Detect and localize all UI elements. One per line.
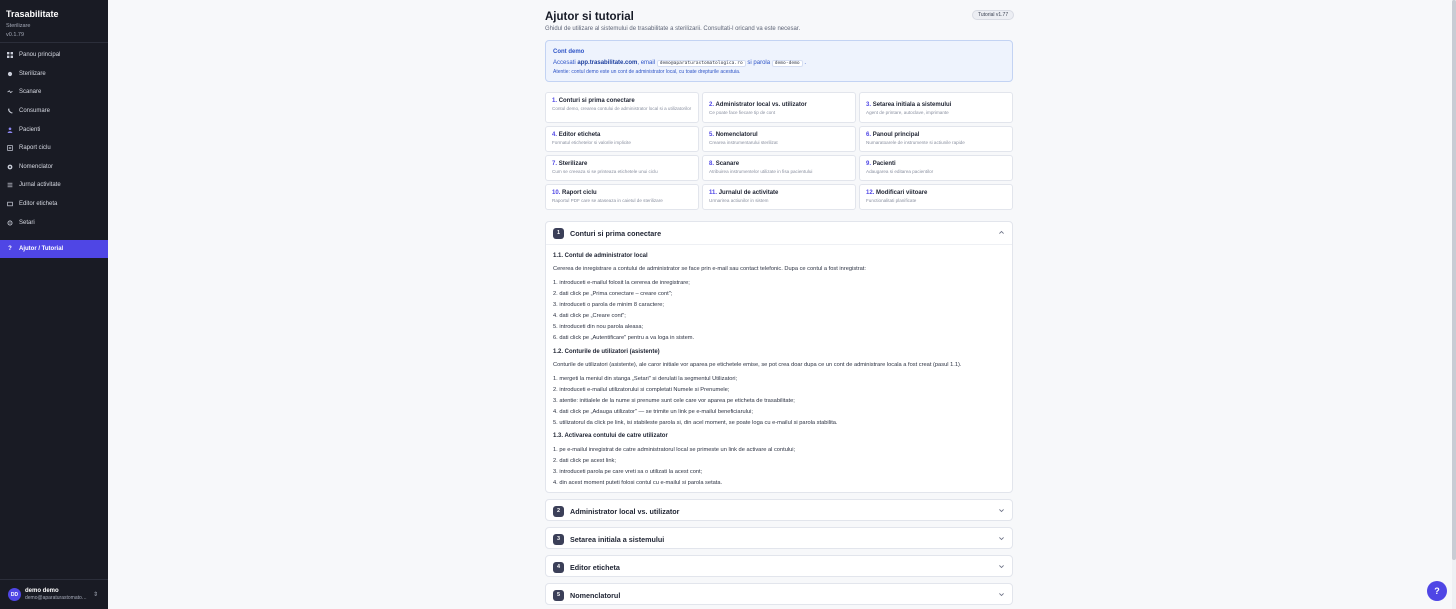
steps-list [553, 374, 1005, 429]
scan-icon [6, 88, 14, 96]
app-version: v0.1.79 [6, 32, 25, 38]
accordion-title: Nomenclatorul [570, 590, 621, 600]
section-title: 1.1. Contul de administrator local [553, 253, 648, 259]
topic-card[interactable] [545, 155, 699, 181]
topic-desc: Crearea instrumentarului sterilizat [709, 140, 778, 145]
sidebar-item-label: Setari [19, 219, 35, 226]
demo-password: demo-demo [772, 60, 803, 67]
list-item: 3. introduceti parola pe care vreti sa o utilizati la acest cont; [553, 469, 703, 476]
help-floating-button[interactable]: ? [1427, 581, 1447, 601]
topics-grid [545, 92, 1013, 210]
gear-icon [6, 219, 14, 227]
topic-card[interactable] [859, 126, 1013, 152]
sidebar-item-pacienti[interactable] [0, 120, 108, 139]
sidebar-item-setari[interactable] [0, 213, 108, 232]
grid-icon [6, 51, 14, 59]
topic-desc: Adaugarea si editarea pacientilor [866, 169, 934, 174]
nav-spacer [0, 232, 108, 240]
sidebar-item-label: Panou principal [19, 52, 61, 59]
topic-num: 6. [866, 132, 872, 138]
accordion-title: Setarea initiala a sistemului [570, 534, 665, 544]
topic-num: 3. [866, 102, 872, 108]
section-title: 1.2. Conturile de utilizatori (asistente) [553, 348, 660, 355]
topic-card[interactable] [545, 126, 699, 152]
accordion-number: 2 [553, 506, 564, 517]
topic-title: Setarea initiala a sistemului [872, 102, 952, 108]
page-subtitle: Ghidul de utilizare al sistemului de trasabilitate a sterilizarii. Consultati-l oricand va este necesar. [545, 26, 801, 32]
sidebar-item-label: Nomenclator [19, 163, 54, 170]
topic-desc: Atribuirea instrumentelor utilizate in fisa pacientului [709, 169, 813, 174]
topic-desc: Cum se creeaza si se printeaza etichetele unui ciclu [552, 169, 658, 174]
list-item: 5. introduceti din nou parola aleasa; [553, 324, 644, 331]
topic-title: Modificari viitoare [876, 190, 928, 196]
accordion-header[interactable] [546, 222, 1012, 244]
list-item: 6. dati click pe „Autentificare" pentru a va loga in sistem. [553, 335, 695, 342]
sidebar-item-label: Jurnal activitate [19, 182, 61, 189]
topic-card[interactable] [702, 92, 856, 123]
app-title: Trasabilitate [6, 9, 59, 19]
chevron-down-icon[interactable] [998, 535, 1005, 542]
section-intro: Cererea de inregistrare a contului de administrator se face prin e-mail sau contact telefonic. Dupa ce contul a fost inregistrat: [553, 266, 866, 272]
sun-icon [6, 70, 14, 78]
topic-num: 11. [709, 190, 718, 196]
accordion-section-4[interactable] [545, 555, 1013, 577]
topic-card[interactable] [545, 92, 699, 123]
topic-num: 9. [866, 161, 872, 167]
sidebar-item-scanare[interactable] [0, 83, 108, 102]
topic-num: 8. [709, 161, 715, 167]
list-item: 2. dati click pe acest link; [553, 458, 616, 465]
list-item: 3. atentie: initialele de la nume si prenume sunt cele care vor aparea pe eticheta de trasabilitate; [553, 397, 795, 404]
user-profile[interactable] [0, 579, 108, 609]
list-item: 2. dati click pe „Prima conectare – creare cont"; [553, 291, 673, 298]
list-item: 3. introduceti o parola de minim 8 caractere; [553, 302, 664, 309]
list-item: 1. introduceti e-mailul folosit la cererea de inregistrare; [553, 280, 690, 286]
accordion-number: 3 [553, 534, 564, 545]
chevron-down-icon[interactable] [998, 591, 1005, 598]
version-badge: Tutorial v1.77 [972, 10, 1014, 20]
app-subtitle: Sterilizare [6, 23, 31, 29]
list-item: 5. utilizatorul da click pe link, isi stabileste parola si, din acel moment, se poate loga cu e-mailul si parola stabilita. [553, 419, 838, 426]
demo-email-label: , email [637, 60, 656, 66]
avatar: DD [8, 588, 21, 601]
demo-title: Cont demo [553, 49, 585, 55]
topic-title: Raport ciclu [562, 190, 597, 196]
demo-access-prefix: Accesati [553, 60, 576, 66]
accordion-header[interactable] [546, 584, 1012, 606]
topic-desc: Urmarirea actiunilor in sistem [709, 198, 769, 203]
accordion-number: 1 [553, 228, 564, 239]
demo-warning: Atentie: contul demo este un cont de administrator local, cu toate drepturile acestuia. [553, 69, 741, 75]
report-icon [6, 144, 14, 152]
topic-desc: Ce poate face fiecare tip de cont [709, 110, 776, 115]
accordion-header[interactable] [546, 556, 1012, 578]
accordion-body [546, 244, 1012, 489]
steps-list [553, 445, 1005, 489]
chevron-down-icon[interactable] [998, 507, 1005, 514]
sidebar-item-consumare[interactable] [0, 102, 108, 121]
section-title: 1.3. Activarea contului de catre utilizator [553, 433, 668, 440]
topic-title: Editor eticheta [558, 132, 601, 138]
scrollbar-thumb[interactable] [1452, 0, 1456, 560]
topic-num: 10. [552, 190, 561, 196]
sidebar-item-label: Ajutor / Tutorial [19, 245, 64, 252]
sidebar-item-label: Sterilizare [19, 70, 46, 77]
person-icon [6, 126, 14, 134]
settings-cog-icon [6, 163, 14, 171]
user-info [25, 587, 87, 602]
sidebar-item-nomenclator[interactable] [0, 158, 108, 177]
demo-email: demo@aparaturastomatologica.ro [657, 60, 746, 67]
topic-card[interactable] [859, 92, 1013, 123]
sidebar [0, 0, 108, 609]
topic-title: Jurnalul de activitate [718, 190, 779, 196]
topic-num: 7. [552, 161, 558, 167]
help-icon: ? [8, 245, 12, 252]
topic-title: Panoul principal [872, 132, 920, 138]
list-item: 4. dati click pe „Creare cont"; [553, 313, 626, 320]
sidebar-item-label: Raport ciclu [19, 145, 51, 152]
user-email: demo@aparaturastomatol... [25, 595, 87, 601]
label-icon [6, 200, 14, 208]
sidebar-item-label: Pacienti [19, 126, 41, 133]
demo-account-box [545, 40, 1013, 82]
accordion-number: 4 [553, 562, 564, 573]
topic-num: 1. [552, 98, 558, 104]
sidebar-item-label: Scanare [19, 89, 42, 96]
sidebar-item-label: Consumare [19, 108, 51, 115]
topic-title: Scanare [715, 161, 740, 167]
sidebar-item-raport-ciclu[interactable] [0, 139, 108, 158]
sidebar-item-ajutor-tutorial[interactable] [0, 240, 108, 258]
accordion-title: Conturi si prima conectare [570, 228, 662, 238]
topic-card[interactable] [702, 155, 856, 181]
sidebar-nav [0, 46, 108, 258]
user-name: demo demo [25, 588, 59, 594]
topic-title: Pacienti [872, 161, 896, 167]
sidebar-item-jurnal-activitate[interactable] [0, 176, 108, 195]
list-item: 1. pe e-mailul inregistrat de catre administratorul local se primeste un link de activare al contului; [553, 447, 796, 454]
demo-site-link[interactable]: app.trasabilitate.com [577, 60, 638, 66]
sidebar-item-panou-principal[interactable] [0, 46, 108, 65]
accordion-title: Administrator local vs. utilizator [570, 506, 680, 516]
topic-desc: Numaratoarele de instrumente si actiunile rapide [866, 140, 965, 145]
accordion-section-2[interactable] [545, 499, 1013, 521]
scrollbar-track[interactable] [1452, 0, 1456, 609]
topic-desc: Contul demo, crearea contului de administrator local si a utilizatorilor [552, 106, 692, 111]
sidebar-item-sterilizare[interactable] [0, 65, 108, 84]
topic-title: Administrator local vs. utilizator [715, 102, 807, 108]
accordion-section-1 [545, 221, 1013, 493]
list-icon [6, 181, 14, 189]
accordion-title: Editor eticheta [570, 562, 620, 572]
topic-desc: Functionalitati planificate [866, 198, 917, 203]
chevron-updown-icon[interactable]: ⇕ [93, 592, 99, 598]
list-item: 1. mergeti la meniul din stanga „Setari" si derulati la segmentul Utilizatori; [553, 375, 738, 382]
list-item: 4. dati click pe „Adauga utilizator" — se trimite un link pe e-mailul beneficiarului; [553, 408, 753, 415]
brand [0, 0, 108, 43]
sidebar-item-editor-eticheta[interactable] [0, 195, 108, 214]
accordion-header[interactable] [546, 500, 1012, 522]
demo-password-label: si parola [747, 60, 771, 66]
demo-access-line: Accesati app.trasabilitate.com, email demo@aparaturastomatologica.ro si parola demo-demo . [553, 60, 806, 66]
section-intro: Conturile de utilizatori (asistente), ale caror initiale vor aparea pe etichetele emise, se pot crea doar dupa ce un cont de administrare locala a fost creat (pasul 1.1). [553, 361, 962, 368]
topic-desc: Raportul PDF care se ataseaza in caietul de sterilizare [552, 198, 663, 203]
chevron-up-icon[interactable] [998, 229, 1005, 236]
topic-num: 2. [709, 102, 715, 108]
list-item: 2. introduceti e-mailul utilizatorului si completati Numele si Prenumele; [553, 386, 730, 393]
topic-desc: Formatul etichetelor si valorile implicite [552, 140, 631, 145]
phone-icon [6, 107, 14, 115]
sidebar-item-label: Editor eticheta [19, 201, 58, 208]
topic-card[interactable] [702, 184, 856, 210]
topic-card[interactable] [545, 184, 699, 210]
topic-desc: Agent de printare, autoclave, imprimante [866, 110, 949, 115]
topic-num: 5. [709, 132, 715, 138]
steps-list [553, 278, 1005, 345]
accordion-section-3[interactable] [545, 527, 1013, 549]
topic-title: Nomenclatorul [715, 132, 758, 138]
page-title: Ajutor si tutorial [545, 11, 634, 23]
list-item: 4. din acest moment puteti folosi contul cu e-mailul si parola setata. [553, 480, 723, 487]
chevron-down-icon[interactable] [998, 563, 1005, 570]
topic-num: 4. [552, 132, 558, 138]
topic-card[interactable] [702, 126, 856, 152]
topic-card[interactable] [859, 155, 1013, 181]
topic-num: 12. [866, 190, 875, 196]
accordion-header[interactable] [546, 528, 1012, 550]
topic-title: Sterilizare [558, 161, 588, 167]
accordion-number: 5 [553, 590, 564, 601]
topic-title: Conturi si prima conectare [558, 98, 635, 104]
accordion-section-5[interactable] [545, 583, 1013, 605]
topic-card[interactable] [859, 184, 1013, 210]
